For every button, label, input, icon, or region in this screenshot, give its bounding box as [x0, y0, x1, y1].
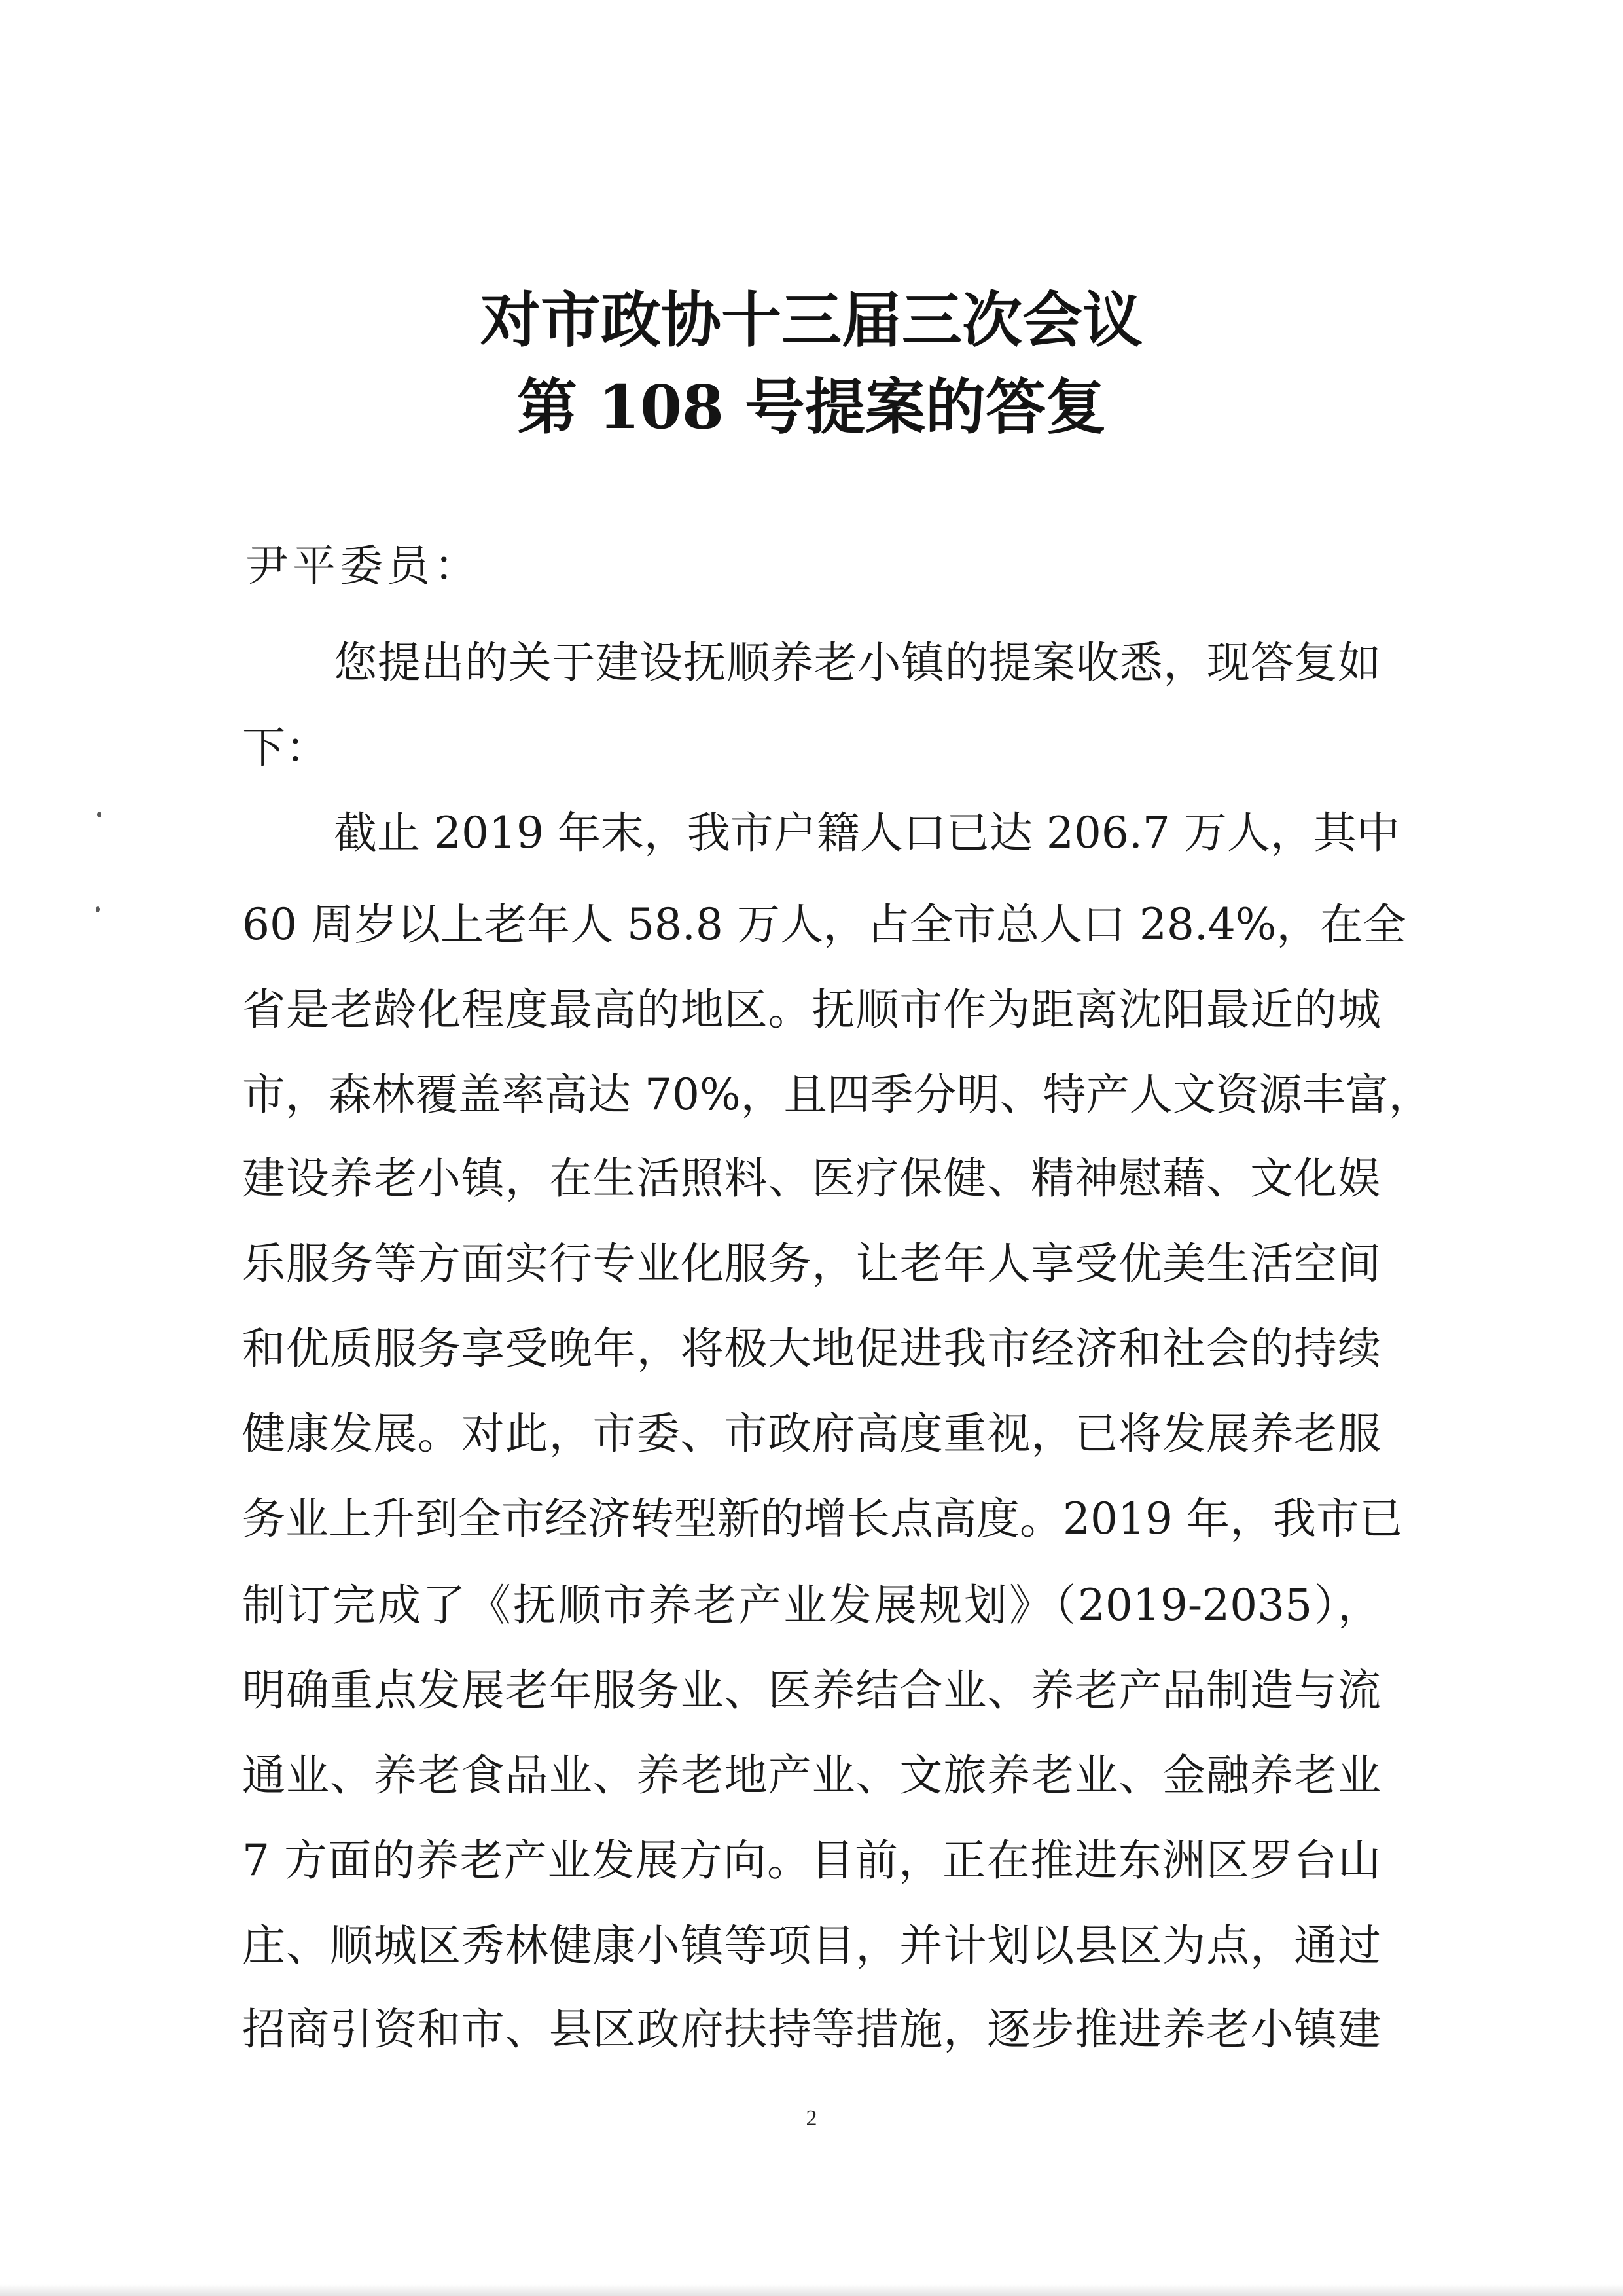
- document-title-line-1: 对市政协十三届三次会议: [480, 285, 1143, 355]
- document-title-line-2: 第 108 号提案的答复: [516, 372, 1107, 442]
- salutation: 尹平委员：: [245, 541, 481, 591]
- body-line-8: 乐服务等方面实行专业化服务，让老年人享受优美生活空间: [242, 1238, 1381, 1289]
- body-line-10: 健康发展。对此，市委、市政府高度重视，已将发展养老服: [242, 1408, 1381, 1459]
- body-line-4: 60 周岁以上老年人 58.8 万人，占全市总人口 28.4%，在全: [242, 899, 1406, 950]
- body-line-1: 您提出的关于建设抚顺养老小镇的提案收悉，现答复如: [334, 637, 1381, 688]
- scan-bottom-edge: [0, 2284, 1623, 2296]
- body-line-5: 省是老龄化程度最高的地区。抚顺市作为距离沈阳最近的城: [242, 984, 1381, 1035]
- scan-speck: [97, 812, 101, 817]
- body-line-13: 明确重点发展老年服务业、医养结合业、养老产品制造与流: [242, 1665, 1381, 1715]
- body-line-15: 7 方面的养老产业发展方向。目前，正在推进东洲区罗台山: [242, 1835, 1381, 1886]
- scan-speck: [96, 906, 100, 912]
- body-line-14: 通业、养老食品业、养老地产业、文旅养老业、金融养老业: [242, 1750, 1381, 1801]
- body-line-16: 庄、顺城区秀林健康小镇等项目，并计划以县区为点，通过: [242, 1920, 1381, 1971]
- body-line-17: 招商引资和市、县区政府扶持等措施，逐步推进养老小镇建: [242, 2004, 1381, 2054]
- body-line-2: 下：: [242, 723, 329, 773]
- body-line-11: 务业上升到全市经济转型新的增长点高度。2019 年，我市已: [242, 1494, 1402, 1544]
- body-line-9: 和优质服务享受晚年，将极大地促进我市经济和社会的持续: [242, 1323, 1381, 1374]
- body-line-6: 市，森林覆盖率高达 70%，且四季分明、特产人文资源丰富，: [242, 1069, 1432, 1120]
- page-number: 2: [806, 2106, 817, 2130]
- body-line-3: 截止 2019 年末，我市户籍人口已达 206.7 万人，其中: [334, 808, 1400, 858]
- body-line-12: 制订完成了《抚顺市养老产业发展规划》（2019-2035），: [242, 1580, 1381, 1630]
- body-line-7: 建设养老小镇，在生活照料、医疗保健、精神慰藉、文化娱: [242, 1153, 1381, 1204]
